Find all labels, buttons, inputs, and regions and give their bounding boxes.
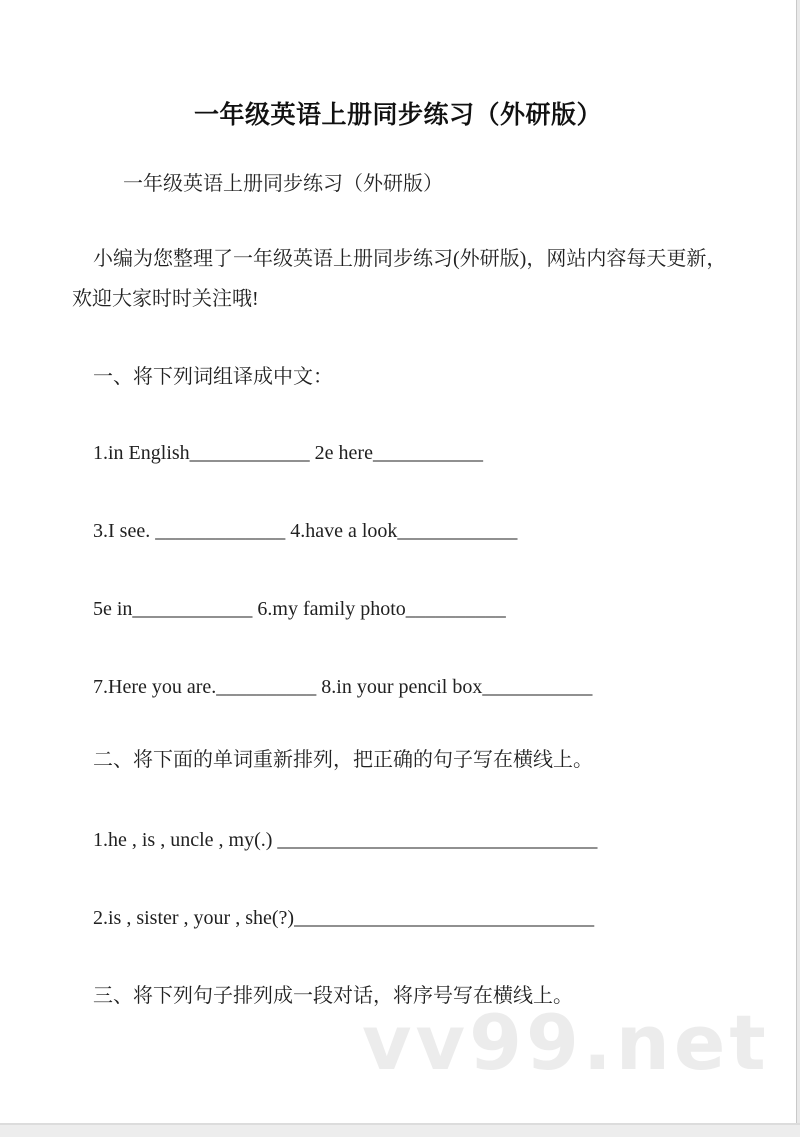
section-two-heading: 二、将下面的单词重新排列，把正确的句子写在横线上。 xyxy=(93,749,593,771)
section-one-items-7-8: 7.Here you are.__________ 8.in your pencil box___________ xyxy=(93,676,593,698)
section-one-heading: 一、将下列词组译成中文： xyxy=(93,366,333,388)
intro-line-1: 小编为您整理了一年级英语上册同步练习(外研版)，网站内容每天更新， xyxy=(93,248,727,270)
section-one-items-1-2: 1.in English____________ 2e here___________ xyxy=(93,442,483,464)
section-two-item-1: 1.he , is , uncle , my(.) ________________________________ xyxy=(93,829,598,851)
page-title: 一年级英语上册同步练习（外研版） xyxy=(193,100,602,129)
section-three-heading: 三、将下列句子排列成一段对话，将序号写在横线上。 xyxy=(93,985,573,1007)
intro-line-2: 欢迎大家时时关注哦! xyxy=(72,288,259,310)
site-watermark: vv99.net xyxy=(362,998,770,1087)
section-two-item-2: 2.is , sister , your , she(?)______________________________ xyxy=(93,907,595,929)
page-bottom-bar xyxy=(0,1123,800,1137)
section-one-items-3-4: 3.I see. _____________ 4.have a look____________ xyxy=(93,520,518,542)
section-one-items-5-6: 5e in____________ 6.my family photo__________ xyxy=(93,598,506,620)
subtitle: 一年级英语上册同步练习（外研版） xyxy=(123,173,443,195)
